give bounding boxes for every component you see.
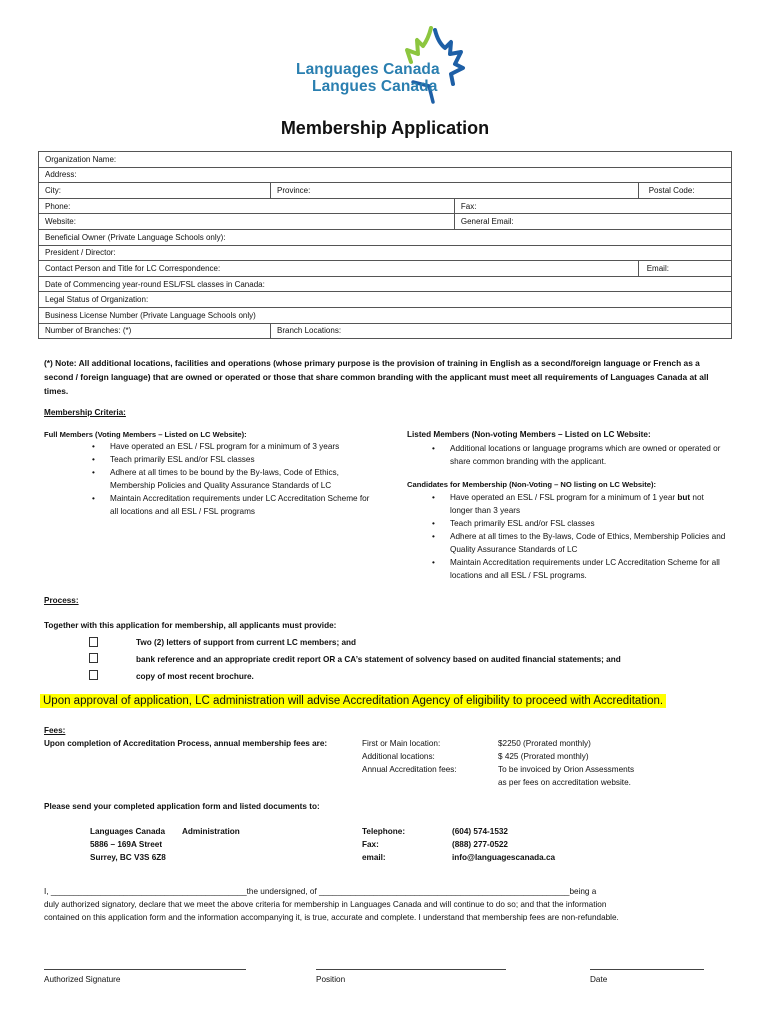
candidate-item-but: but: [677, 493, 691, 502]
business-license-field[interactable]: Business License Number (Private Language Schools only): [39, 307, 732, 323]
checkbox-icon[interactable]: [89, 653, 98, 663]
contact-label-telephone: Telephone:: [362, 827, 406, 836]
send-heading: Please send your completed application form and listed documents to:: [44, 802, 320, 811]
declaration-line-1: I, ___________________________________________the undersigned, of _______________________________________________________being a: [44, 887, 597, 896]
declaration-line-3: contained on this application form and the information accompanying it, is true, accurate and complete. I understand that membership fees are non-refundable.: [44, 913, 619, 922]
date-line[interactable]: [590, 969, 704, 970]
fees-intro: Upon completion of Accreditation Process, annual membership fees are:: [44, 739, 328, 748]
contact-email-field[interactable]: Email:: [638, 261, 731, 277]
accreditation-highlight: Upon approval of application, LC administration will advise Accreditation Agency of eligibility to proceed with Accreditation.: [40, 694, 666, 708]
process-item-bank: bank reference and an appropriate credit report OR a CA’s statement of solvency based on audited financial statements; and: [136, 655, 621, 664]
president-field[interactable]: President / Director:: [39, 245, 732, 261]
contact-label-fax: Fax:: [362, 840, 379, 849]
locations-note: (*) Note: All additional locations, facilities and operations (whose primary purpose is the provision of training in English as a second/foreign language or French as a second / foreign language) that are owned or operated or those that share common branding with the applicant must meet all requirements of Languages Canada at all times.: [44, 358, 709, 396]
list-item: • Teach primarily ESL and/or FSL classes: [428, 517, 726, 530]
phone-field[interactable]: Phone:: [39, 198, 455, 214]
list-item: • Have operated an ESL / FSL program for a minimum of 3 years: [88, 440, 370, 453]
candidate-item-text: Have operated an ESL / FSL program for a minimum of 1 year: [450, 493, 678, 502]
organization-name-field[interactable]: Organization Name:: [39, 152, 732, 168]
fee-label-additional: Additional locations:: [362, 752, 435, 761]
fee-label-accreditation: Annual Accreditation fees:: [362, 765, 457, 774]
postal-code-field[interactable]: Postal Code:: [638, 183, 731, 199]
logo-text-english: Languages Canada: [296, 61, 440, 78]
contact-fax: (888) 277-0522: [452, 840, 508, 849]
list-item: • Adhere at all times to be bound by the By-laws, Code of Ethics, Membership Policies and Quality Assurance Standards of LC: [88, 466, 370, 492]
candidate-item-text-end: not longer than 3 years: [450, 493, 704, 515]
number-branches-field[interactable]: Number of Branches: (*): [39, 323, 271, 339]
fee-value-main: $2250 (Prorated monthly): [498, 739, 591, 748]
logo-text-french: Langues Canada: [312, 78, 438, 95]
process-item-letters: Two (2) letters of support from current LC members; and: [136, 638, 357, 647]
address-field[interactable]: Address:: [39, 167, 732, 183]
contact-email[interactable]: info@languagescanada.ca: [452, 853, 556, 862]
signature-line[interactable]: [44, 969, 246, 970]
date-commencing-field[interactable]: Date of Commencing year-round ESL/FSL classes in Canada:: [39, 276, 732, 292]
list-item: • Maintain Accreditation requirements under LC Accreditation Scheme for all locations and all ESL / FSL programs.: [428, 556, 726, 582]
province-field[interactable]: Province:: [271, 183, 639, 199]
contact-label-email: email:: [362, 853, 386, 862]
position-label: Position: [316, 975, 346, 984]
contact-telephone: (604) 574-1532: [452, 827, 508, 836]
address-dept: Administration: [182, 827, 240, 836]
fee-value-additional: $ 425 (Prorated monthly): [498, 752, 589, 761]
address-org: Languages Canada: [90, 827, 166, 836]
contact-person-field[interactable]: Contact Person and Title for LC Correspondence:: [39, 261, 639, 277]
process-intro: Together with this application for membership, all applicants must provide:: [44, 621, 337, 630]
full-members-heading: Full Members (Voting Members – Listed on LC Website):: [44, 430, 247, 439]
candidates-heading: Candidates for Membership (Non-Voting – NO listing on LC Website):: [407, 480, 657, 489]
application-form-table: [38, 151, 732, 339]
checkbox-icon[interactable]: [89, 670, 98, 680]
fax-field[interactable]: Fax:: [454, 198, 731, 214]
city-field[interactable]: City:: [39, 183, 271, 199]
general-email-field[interactable]: General Email:: [454, 214, 731, 230]
authorized-signature-label: Authorized Signature: [44, 975, 121, 984]
position-line[interactable]: [316, 969, 506, 970]
fee-label-main: First or Main location:: [362, 739, 441, 748]
page-title: Membership Application: [280, 118, 490, 138]
fee-value-accreditation-note: as per fees on accreditation website.: [498, 778, 631, 787]
criteria-heading: Membership Criteria:: [44, 408, 126, 417]
list-item: • Teach primarily ESL and/or FSL classes: [88, 453, 370, 466]
legal-status-field[interactable]: Legal Status of Organization:: [39, 292, 732, 308]
listed-members-list: [428, 442, 726, 468]
process-item-brochure: copy of most recent brochure.: [136, 672, 254, 681]
website-field[interactable]: Website:: [39, 214, 455, 230]
candidates-list: [428, 491, 726, 582]
address-street: 5886 – 169A Street: [90, 840, 163, 849]
list-item: • Additional locations or language programs which are owned or operated or share common branding with the applicant.: [428, 442, 726, 468]
declaration-line-2: duly authorized signatory, declare that we meet the above criteria for membership in Languages Canada and will continue to do so; and that the information: [44, 900, 607, 909]
branch-locations-field[interactable]: Branch Locations:: [271, 323, 732, 339]
listed-members-heading: Listed Members (Non-voting Members – Listed on LC Website:: [407, 430, 651, 439]
list-item: [428, 491, 726, 517]
process-heading: Process:: [44, 596, 79, 605]
checkbox-icon[interactable]: [89, 637, 98, 647]
full-members-list: [88, 440, 370, 518]
address-city: Surrey, BC V3S 6Z8: [90, 853, 166, 862]
list-item: • Adhere at all times to the By-laws, Code of Ethics, Membership Policies and Quality Assurance Standards of LC: [428, 530, 726, 556]
date-label: Date: [590, 975, 608, 984]
beneficial-owner-field[interactable]: Beneficial Owner (Private Language Schools only):: [39, 229, 732, 245]
fee-value-accreditation: To be invoiced by Orion Assessments: [498, 765, 635, 774]
fees-heading: Fees:: [44, 726, 66, 735]
list-item: • Maintain Accreditation requirements under LC Accreditation Scheme for all locations and all ESL / FSL programs: [88, 492, 370, 518]
